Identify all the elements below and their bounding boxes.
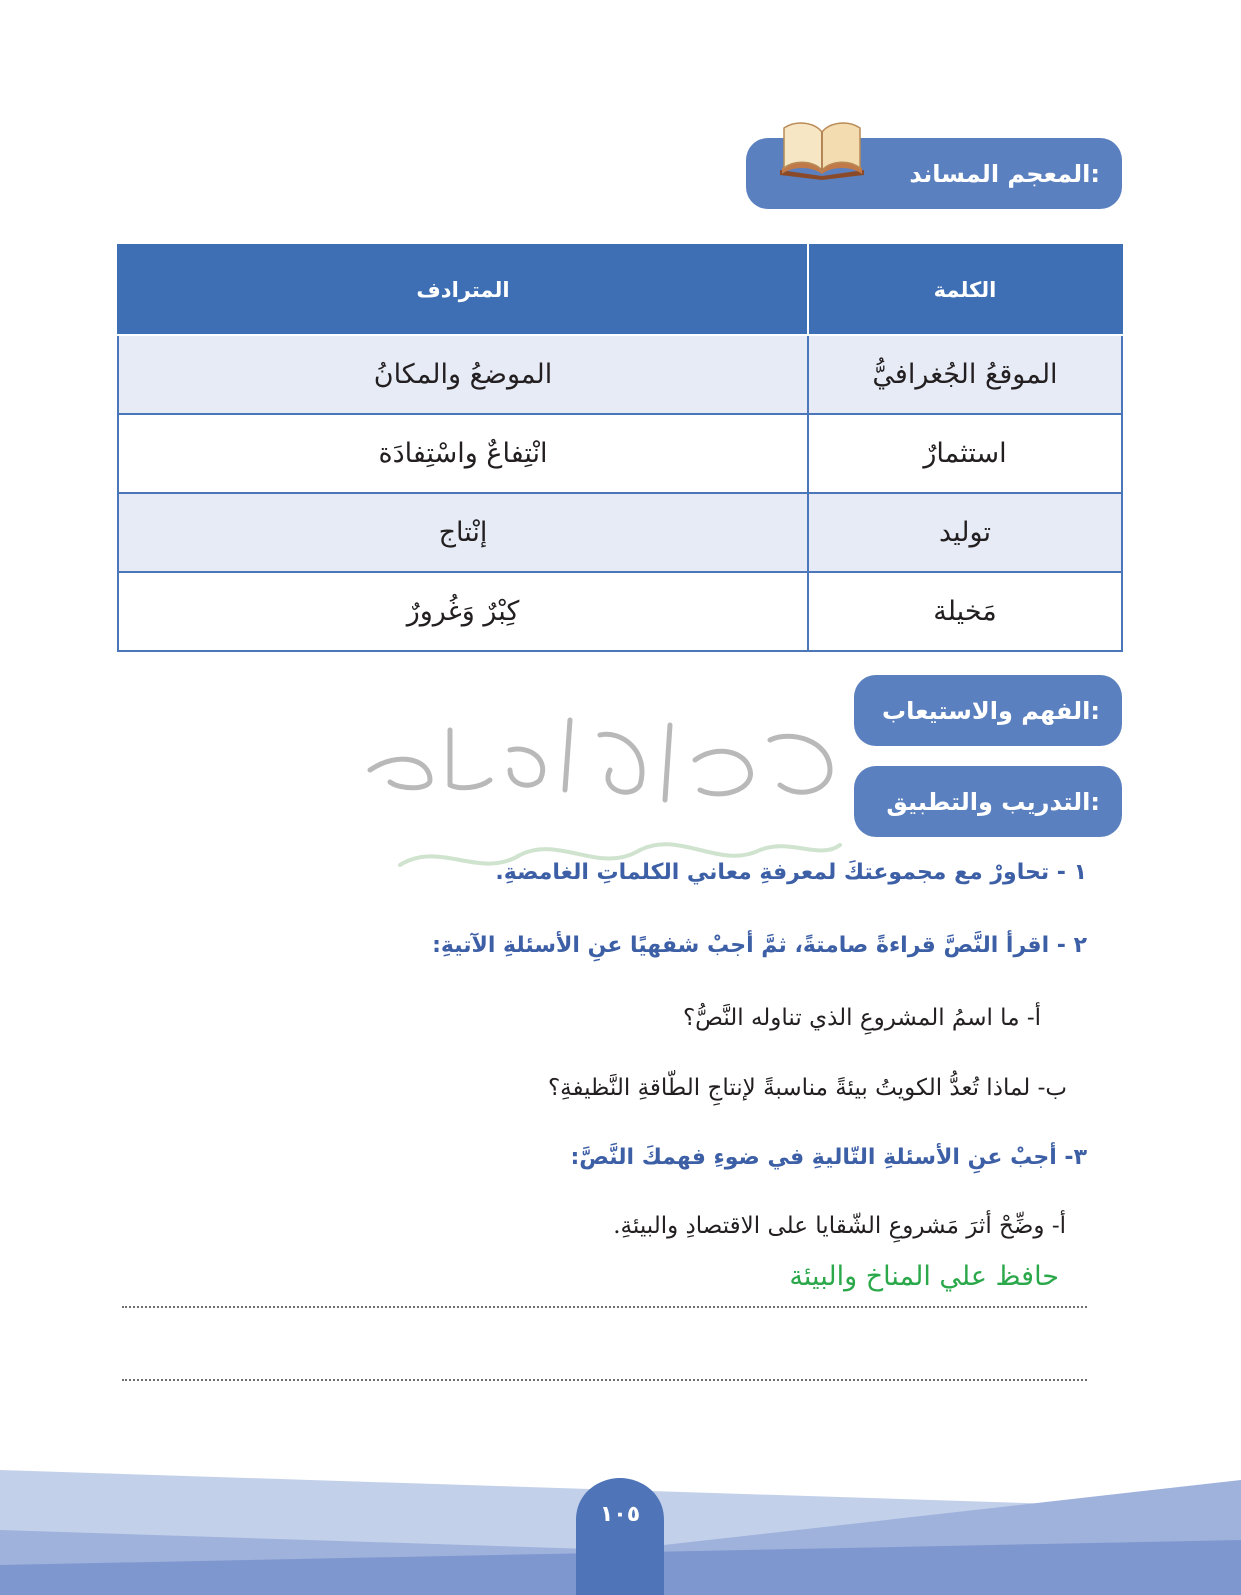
answer-text[interactable]: حافظ علي المناخ والبيئة <box>789 1261 1059 1292</box>
table-row <box>118 572 1122 651</box>
synonym-cell: إنْتاج <box>118 493 808 572</box>
table-row <box>118 414 1122 493</box>
header-word: الكلمة <box>808 245 1122 335</box>
dictionary-section-title: المعجم المساند: <box>909 159 1100 188</box>
open-book-icon <box>776 118 868 180</box>
synonym-cell: انْتِفاعٌ واسْتِفادَة <box>118 414 808 493</box>
comprehension-section-title: الفهم والاستيعاب: <box>881 696 1100 725</box>
answer-line-2[interactable] <box>122 1379 1087 1381</box>
question-2b: ب- لماذا تُعدُّ الكويتُ بيئةً مناسبةً لإنتاجِ الطّاقةِ النَّظيفةِ؟ <box>547 1075 1067 1101</box>
question-3: ٣- أجبْ عنِ الأسئلةِ التّاليةِ في ضوءِ فهمكَ النَّصَّ: <box>570 1145 1087 1170</box>
word-cell: توليد <box>808 493 1122 572</box>
comprehension-section-heading <box>854 675 1122 746</box>
table-header-row <box>118 245 1122 335</box>
answer-line-1[interactable] <box>122 1306 1087 1308</box>
dictionary-table <box>117 244 1123 652</box>
question-2a: أ- ما اسمُ المشروعِ الذي تناوله النَّصُّ؟ <box>682 1005 1041 1031</box>
training-section-title: التدريب والتطبيق: <box>886 787 1100 816</box>
table-row <box>118 335 1122 414</box>
word-cell: استثمارٌ <box>808 414 1122 493</box>
synonym-cell: كِبْرٌ وَغُرورٌ <box>118 572 808 651</box>
question-3a: أ- وضِّحْ أثرَ مَشروعِ الشّقايا على الاقتصادِ والبيئةِ. <box>613 1213 1066 1239</box>
table-row <box>118 493 1122 572</box>
word-cell: الموقعُ الجُغرافيُّ <box>808 335 1122 414</box>
question-1: ١ - تحاورْ مع مجموعتكَ لمعرفةِ معاني الكلماتِ الغامضةِ. <box>495 860 1087 885</box>
question-2: ٢ - اقرأ النَّصَّ قراءةً صامتةً، ثمَّ أجبْ شفهيًا عنِ الأسئلةِ الآتيةِ: <box>432 933 1087 958</box>
word-cell: مَخيلة <box>808 572 1122 651</box>
training-section-heading <box>854 766 1122 837</box>
header-synonym: المترادف <box>118 245 808 335</box>
synonym-cell: الموضعُ والمكانُ <box>118 335 808 414</box>
page-number: ١٠٥ <box>599 1502 641 1527</box>
